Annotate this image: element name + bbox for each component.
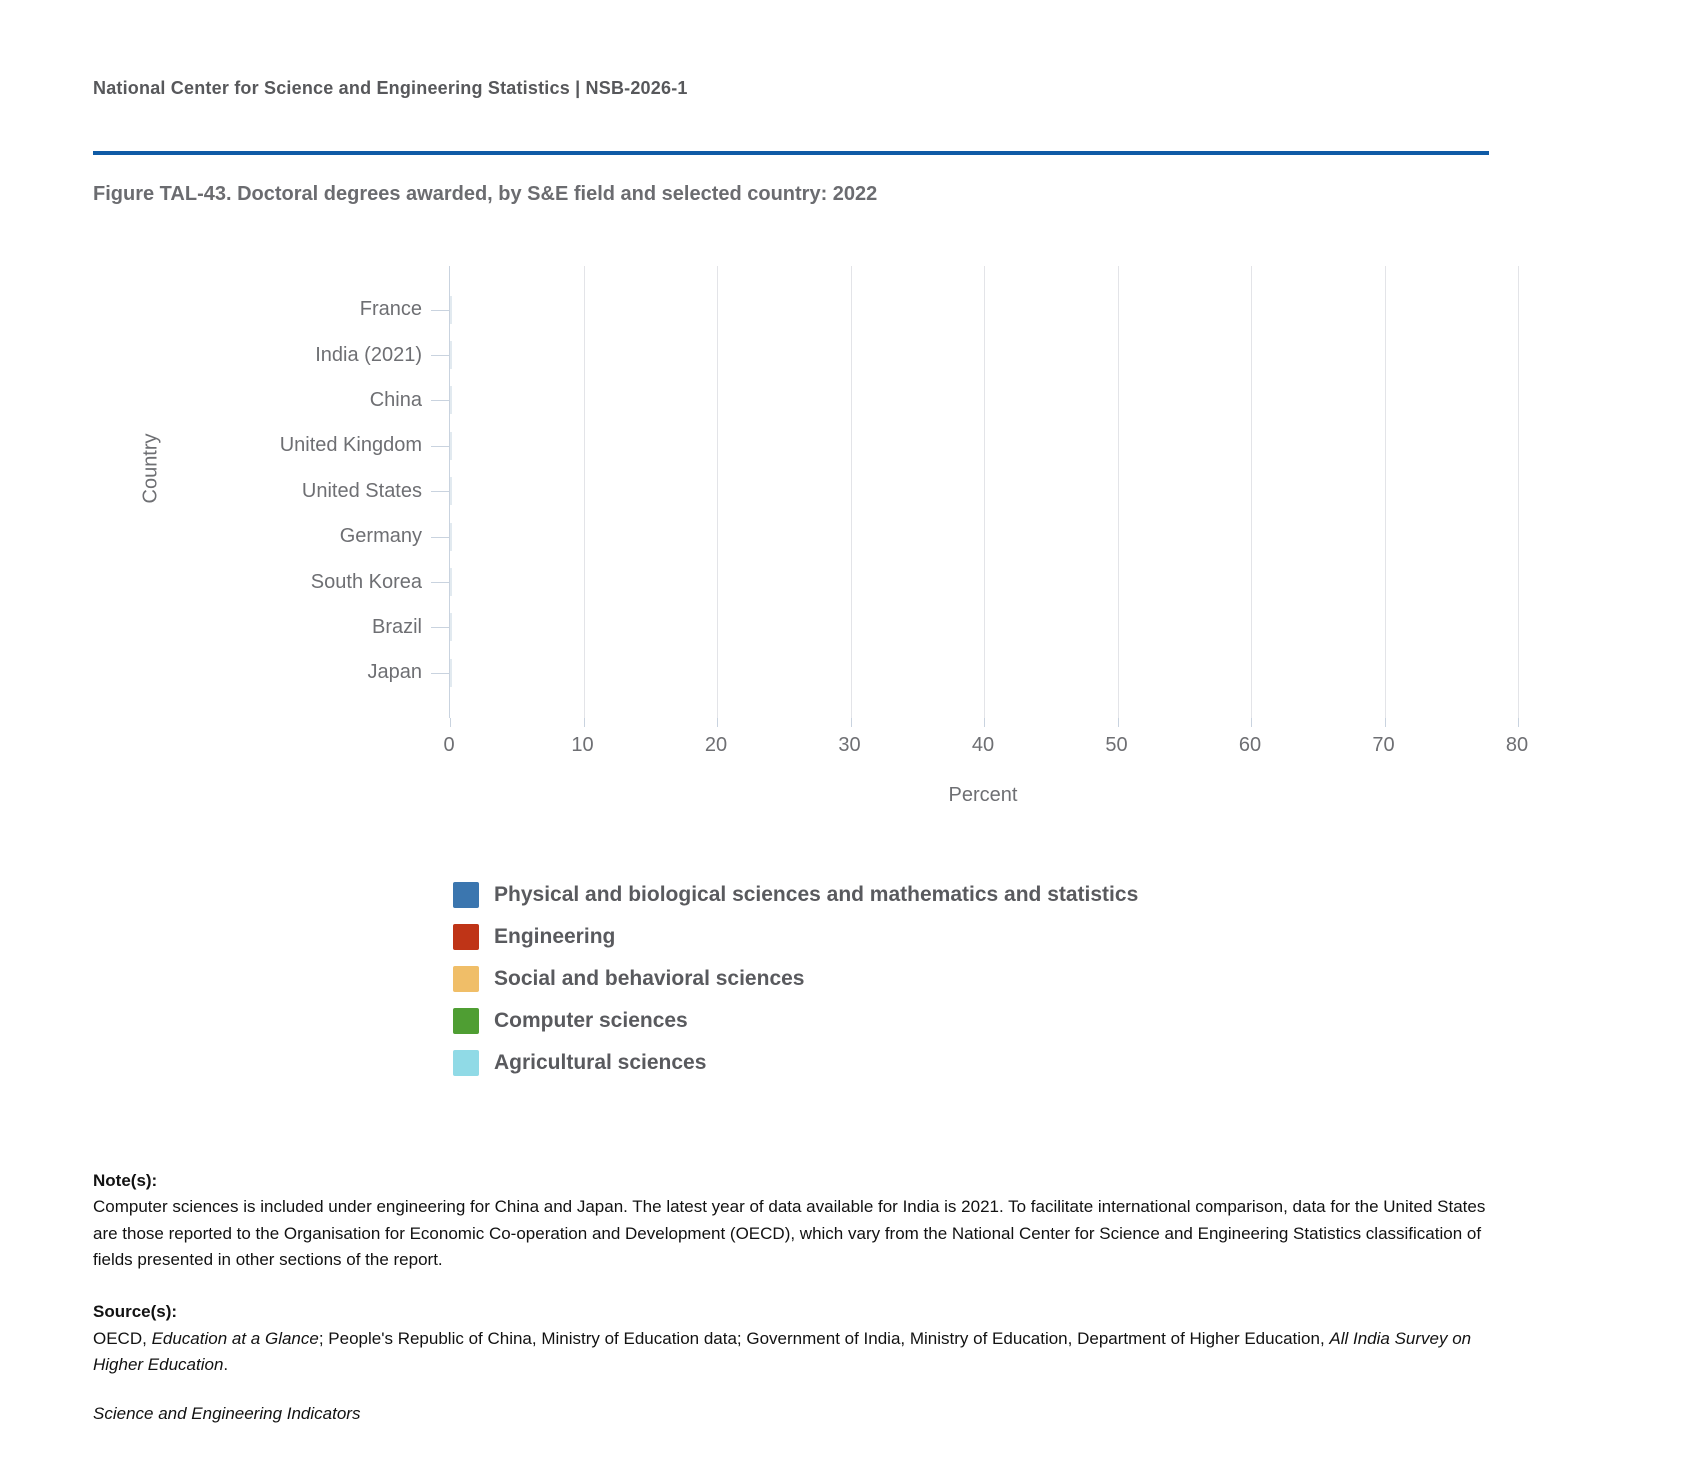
bar-row-france xyxy=(359,287,1518,332)
category-label: Germany xyxy=(339,525,422,548)
x-tick-mark-40 xyxy=(984,718,985,727)
bar-row-united-kingdom xyxy=(279,423,1518,468)
stacked-bar xyxy=(450,341,452,369)
category-label: United Kingdom xyxy=(279,434,422,457)
legend-item[interactable] xyxy=(453,966,1489,992)
x-tick-label-70: 70 xyxy=(1372,734,1395,756)
bar-row-germany xyxy=(339,514,1518,559)
x-tick-mark-0 xyxy=(450,718,451,727)
stacked-bar-chart: Country France India (2021) China United Kingdom United States Germany South Korea Brazil Japan 0 10 20 30 40 50 60 70 80 Percent xyxy=(93,266,1489,826)
page-content xyxy=(93,0,1529,1424)
x-tick-label-30: 30 xyxy=(838,734,861,756)
legend-label: Engineering xyxy=(494,925,616,948)
x-tick-label-40: 40 xyxy=(971,734,995,756)
category-tick-mark xyxy=(431,673,450,674)
legend-item[interactable] xyxy=(453,1050,1489,1076)
x-tick-label-60: 60 xyxy=(1238,734,1262,756)
legend-swatch-icon xyxy=(453,966,479,992)
legend-swatch-icon xyxy=(453,1008,479,1034)
legend-item[interactable] xyxy=(453,1008,1489,1034)
x-tick-mark-60 xyxy=(1251,718,1252,727)
x-tick-mark-20 xyxy=(717,718,718,727)
category-tick-mark xyxy=(431,355,450,356)
bar-row-india-2021 xyxy=(315,332,1518,377)
category-tick-mark xyxy=(431,491,450,492)
bars-container xyxy=(279,266,1518,696)
category-tick-mark xyxy=(431,400,450,401)
notes-label: Note(s): xyxy=(93,1171,158,1190)
category-tick-mark xyxy=(431,310,450,311)
header-divider xyxy=(93,151,1489,155)
category-label: United States xyxy=(301,479,422,502)
bar-row-china xyxy=(369,378,1518,423)
x-tick-mark-30 xyxy=(851,718,852,727)
stacked-bar xyxy=(450,523,452,551)
legend-item[interactable] xyxy=(453,924,1489,950)
x-tick-mark-10 xyxy=(584,718,585,727)
x-tick-label-50: 50 xyxy=(1105,734,1128,756)
category-label: France xyxy=(359,298,422,321)
category-label: Brazil xyxy=(371,615,422,638)
legend-item[interactable] xyxy=(453,882,1489,908)
x-tick-mark-80 xyxy=(1518,718,1519,727)
x-tick-mark-70 xyxy=(1385,718,1386,727)
x-tick-label-20: 20 xyxy=(704,734,728,756)
x-tick-label-0: 0 xyxy=(443,734,455,756)
legend-label: Computer sciences xyxy=(494,1009,688,1032)
chart-legend xyxy=(453,882,1489,1076)
sources-text: OECD, Education at a Glance; People's Republic of China, Ministry of Education data; Government of India, Ministry of Education, Department of Higher Education, All India Survey on Higher Education. xyxy=(93,1328,1472,1375)
sources-block xyxy=(93,1299,1489,1378)
legend-swatch-icon xyxy=(453,882,479,908)
bar-row-japan xyxy=(367,650,1518,695)
bar-row-united-states xyxy=(301,469,1518,514)
legend-swatch-icon xyxy=(453,1050,479,1076)
bar-row-south-korea xyxy=(310,559,1518,604)
stacked-bar xyxy=(450,659,452,687)
category-label: Japan xyxy=(367,661,422,684)
notes-text: Computer sciences is included under engineering for China and Japan. The latest year of data available for India is 2021. To facilitate international comparison, data for the United States are those reported to the Organisation for Economic Co-operation and Development (OECD), which vary from the National Center for Science and Engineering Statistics classification of fields presented in other sections of the report. xyxy=(93,1197,1486,1270)
stacked-bar xyxy=(450,568,452,596)
bar-row-brazil xyxy=(371,605,1518,650)
category-label: India (2021) xyxy=(315,343,422,366)
report-header: National Center for Science and Engineering Statistics | NSB-2026-1 xyxy=(93,78,688,98)
stacked-bar xyxy=(450,477,452,505)
x-axis-title: Percent xyxy=(948,784,1018,806)
legend-label: Social and behavioral sciences xyxy=(494,967,805,990)
stacked-bar xyxy=(450,613,452,641)
sources-label: Source(s): xyxy=(93,1302,178,1322)
x-tick-mark-50 xyxy=(1118,718,1119,727)
x-tick-label-80: 80 xyxy=(1505,734,1529,756)
category-tick-mark xyxy=(431,446,450,447)
legend-label: Agricultural sciences xyxy=(494,1051,707,1074)
stacked-bar xyxy=(450,386,452,414)
x-tick-label-10: 10 xyxy=(571,734,594,756)
legend-swatch-icon xyxy=(453,924,479,950)
stacked-bar xyxy=(450,432,452,460)
notes-block xyxy=(93,1168,1489,1273)
plot-area xyxy=(279,266,1518,718)
gridline-80 xyxy=(1518,266,1519,718)
category-label: China xyxy=(369,388,422,411)
legend-label: Physical and biological sciences and mathematics and statistics xyxy=(494,883,1139,906)
category-tick-mark xyxy=(431,537,450,538)
category-tick-mark xyxy=(431,627,450,628)
category-tick-mark xyxy=(431,582,450,583)
category-label: South Korea xyxy=(310,570,422,593)
stacked-bar xyxy=(450,296,452,324)
x-axis-tick-labels xyxy=(443,734,1529,760)
figure-title: Figure TAL-43. Doctoral degrees awarded, by S&E field and selected country: 2022 xyxy=(93,183,878,205)
report-footer: Science and Engineering Indicators xyxy=(93,1404,361,1424)
